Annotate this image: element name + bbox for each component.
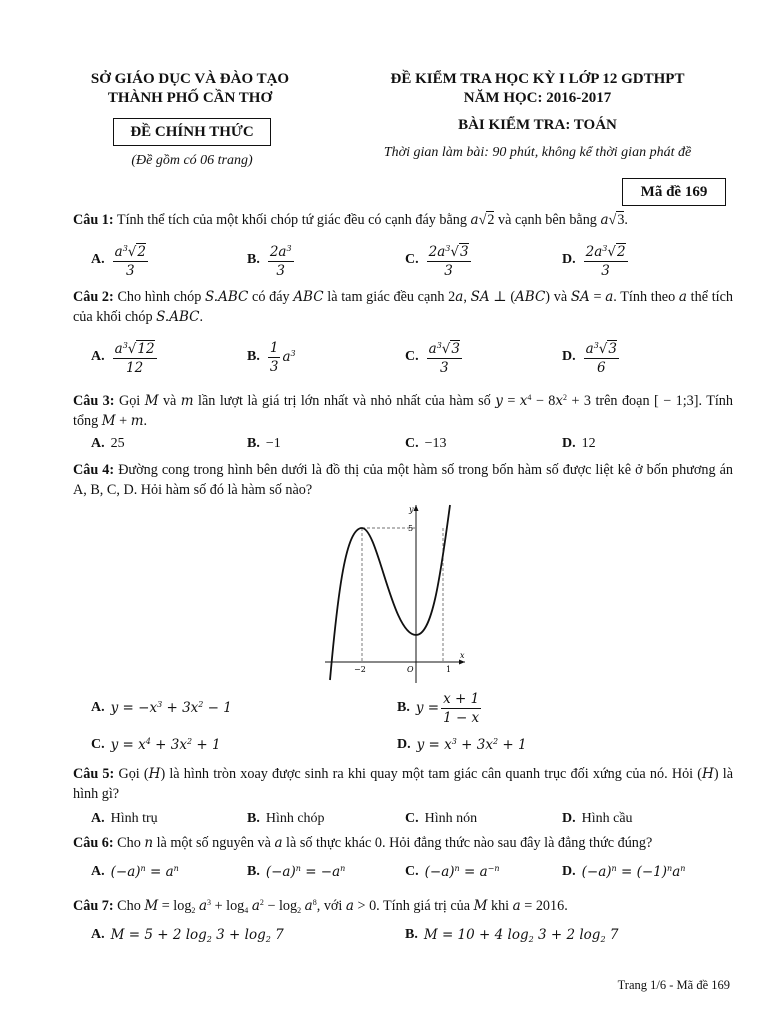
question-4: [73, 460, 733, 500]
option-d[interactable]: D. $\frac{a^3√3}{6}$: [562, 337, 621, 377]
option-a[interactable]: A. 25: [91, 436, 125, 451]
exam-code-box: Mã đề 169: [622, 178, 726, 206]
option-b[interactable]: B. $\frac{1}{3}$ $a^3$: [247, 339, 296, 375]
option-a[interactable]: A. $y = -x^3 + 3x^2 - 1$: [91, 700, 232, 716]
cubic-curve: [330, 505, 450, 680]
option-b[interactable]: B. y = $\frac{x + 1}{1 - x}$: [397, 690, 480, 726]
option-a[interactable]: A. M = 5 + 2 $\log_2 3 + \log_2 7$: [91, 926, 284, 944]
answer-row-7: [91, 920, 731, 950]
answer-row-2: [91, 337, 731, 377]
tick-label-1: 1: [446, 665, 452, 674]
question-label: Câu 4:: [73, 462, 115, 478]
question-label: Câu 3:: [73, 393, 115, 409]
page-count-note: (Đề gồm có 06 trang): [131, 153, 253, 168]
dept-name: [60, 70, 320, 108]
dept-line-1: SỞ GIÁO DỤC VÀ ĐÀO TẠO: [90, 71, 290, 87]
exam-title-line-1: ĐỀ KIỂM TRA HỌC KỲ I LỚP 12 GDTHPT: [390, 71, 685, 87]
official-exam-box: ĐỀ CHÍNH THỨC: [113, 118, 271, 146]
option-d[interactable]: D. Hình cầu: [562, 811, 633, 826]
question-text: Gọi (H) là hình tròn xoay được sinh ra khi quay một tam giác cân quanh trục đối xứng của nó. Hỏi (H) là hình gì?: [73, 766, 733, 802]
answer-row-3: [91, 428, 731, 460]
option-b[interactable]: B. $(-a)^n = -a^n$: [247, 864, 346, 880]
y-axis-arrow: [414, 505, 419, 511]
option-d[interactable]: D. $\frac{2a^3√2}{3}$: [562, 240, 630, 280]
option-b[interactable]: B. $\frac{2a^3}{3}$: [247, 240, 296, 280]
tick-label-5: 5: [408, 524, 414, 533]
answer-row-4a: [91, 688, 731, 728]
option-d[interactable]: D. $y = x^3 + 3x^2 + 1$: [397, 737, 527, 753]
origin-label: O: [407, 665, 414, 674]
question-1: [73, 210, 733, 230]
exam-title: [340, 70, 735, 108]
option-d[interactable]: D. $(-a)^n = (-1)^na^n$: [562, 864, 686, 880]
option-d[interactable]: D. 12: [562, 436, 596, 451]
question-text: Gọi M và m lần lượt là giá trị lớn nhất và nhỏ nhất của hàm số $y = x^4 - 8x^2 + 3$ trên đoạn [ − 1;3]. Tính tổng M + m.: [73, 393, 733, 429]
option-a[interactable]: A. $(-a)^n = a^n$: [91, 864, 179, 880]
question-3: [73, 388, 733, 431]
question-text: Cho hình chóp S.ABC có đáy ABC là tam giác đều cạnh 2a, SA ⊥ (ABC) và SA = a. Tính theo a thể tích của khối chóp S.ABC.: [73, 289, 733, 325]
question-text: Cho n là một số nguyên và a là số thực khác 0. Hỏi đẳng thức nào sau đây là đẳng thức đúng?: [117, 835, 653, 851]
question-5: [73, 764, 733, 804]
question-6: [73, 833, 733, 853]
answer-row-4b: [91, 728, 731, 762]
exam-title-line-2: NĂM HỌC: 2016-2017: [463, 90, 612, 106]
question-label: Câu 2:: [73, 289, 114, 305]
option-c[interactable]: C. $\frac{2a^3√3}{3}$: [405, 240, 473, 280]
option-c[interactable]: C. −13: [405, 436, 447, 451]
answer-row-5: [91, 806, 731, 832]
question-2: [73, 287, 733, 327]
question-7: [73, 893, 733, 921]
option-b[interactable]: B. Hình chóp: [247, 811, 325, 826]
option-c[interactable]: C. $\frac{a^3√3}{3}$: [405, 337, 464, 377]
x-axis-arrow: [459, 660, 465, 665]
question-text: Cho $M = \log_2 a^3 + \log_4 a^2 - \log_2 a^8$, với a > 0. Tính giá trị của M khi a = 2016.: [117, 898, 568, 915]
option-b[interactable]: B. M = 10 + 4 $\log_2 3 + 2$ $\log_2 7$: [405, 926, 619, 944]
answer-row-1: [91, 240, 731, 280]
option-a[interactable]: A. Hình trụ: [91, 811, 158, 826]
question-text: Tính thể tích của một khối chóp tứ giác đều có cạnh đáy bằng a√2 và cạnh bên bằng a√3.: [116, 212, 628, 228]
function-graph: [320, 500, 470, 685]
option-b[interactable]: B. −1: [247, 436, 281, 451]
subject-title: BÀI KIỂM TRA: TOÁN: [458, 117, 617, 133]
option-c[interactable]: C. $(-a)^n = a^{-n}$: [405, 864, 500, 880]
question-label: Câu 6:: [73, 835, 114, 851]
option-a[interactable]: A. $\frac{a^3√2}{3}$: [91, 240, 150, 280]
time-note: Thời gian làm bài: 90 phút, không kể thời gian phát đề: [383, 145, 692, 160]
tick-label-neg2: −2: [354, 665, 366, 674]
question-label: Câu 1:: [73, 212, 114, 228]
option-c[interactable]: C. $y = x^4 + 3x^2 + 1$: [91, 737, 221, 753]
y-axis-label: y: [409, 505, 414, 514]
dept-line-2: THÀNH PHỐ CẦN THƠ: [107, 90, 273, 106]
x-axis-label: x: [460, 651, 465, 660]
question-label: Câu 7:: [73, 898, 114, 914]
question-text: Đường cong trong hình bên dưới là đồ thị của một hàm số trong bốn hàm số được liệt kê ở bốn phương án A, B, C, D. Hỏi hàm số đó là hàm số nào?: [73, 462, 733, 498]
question-label: Câu 5:: [73, 766, 115, 782]
option-a[interactable]: A. $\frac{a^3√12}{12}$: [91, 337, 159, 377]
page-footer: Trang 1/6 - Mã đề 169: [617, 978, 730, 992]
option-c[interactable]: C. Hình nón: [405, 811, 478, 826]
answer-row-6: [91, 858, 731, 886]
